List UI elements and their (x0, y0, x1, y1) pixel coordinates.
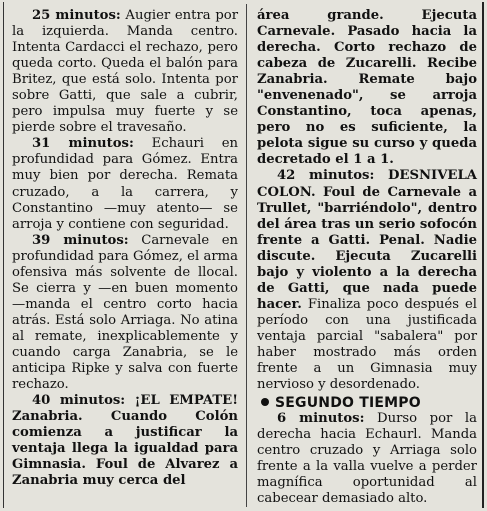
paragraph-6-min (257, 411, 477, 507)
paragraph-text: Echauri en profundidad para Gómez. Entra muy bien por derecha. Remata cruzado, a la carrera, y Constantino —muy atento— se arroja y contiene con seguridad. (12, 136, 238, 232)
paragraph-text: Zanabria. Cuando Colón comienza a justificar la ventaja llega la igualdad para Gimnasia. Foul de Alvarez a Zanabria muy cerca del (12, 409, 238, 489)
paragraph-39-min (12, 233, 238, 393)
paragraph-25-min (12, 8, 238, 136)
paragraph-text: Augier entra por la izquierda. Manda centro. Intenta Cardacci el rechazo, pero queda corto. Queda el balón para Britez, que está solo. Intenta por sobre Gatti, que sale a cubrir, pero impulsa muy fuerte y se pierde sobre el travesaño. (12, 8, 239, 136)
paragraph-text: área grande. Ejecuta Carnevale. Pasado hacia la derecha. Corto rechazo de cabeza de Zucarelli. Recibe Zanabria. Remate bajo "envenenado", se arroja Constantino, toca apenas, pero no es suficiente, la pelota sigue su curso y queda decretado el 1 a 1. (257, 8, 477, 168)
bullet-icon (261, 398, 269, 406)
paragraph-continued (257, 8, 477, 168)
minute-header: 42 minutos: DESNIVELA COLON. (257, 168, 477, 200)
paragraph-text: Carnevale en profundidad para Gómez, el arma ofensiva más solvente de llocal. Se cierra y —en buen momento —manda el centro corto hacia atrás. Está solo Arriaga. No atina al remate, inexplicablemente y cuando carga Zanabria, se le anticipa Ripke y salva con fuerte rechazo. (12, 232, 238, 393)
minute-header: 39 minutos: (32, 232, 129, 248)
paragraph-40-min (12, 393, 238, 489)
paragraph-text: Durso por la derecha hacia Echaurl. Manda centro cruzado y Arriaga solo frente a la valla vuelve a perder magnífica oportunidad al cabecear demasiado alto. (257, 411, 478, 507)
paragraph-text: Foul de Carnevale a Trullet, "barriéndolo", dentro del área tras un serio sofocón frente a Gatti. Penal. Nadie discute. Ejecuta Zucarelli bajo y violento a la derecha de Gatti, que nada puede hacer. (257, 184, 477, 312)
minute-header: 40 minutos: ¡EL EMPATE! (32, 393, 238, 409)
paragraph-text-tail: Finaliza poco después el período con una justificada ventaja parcial "sabalera" por haber mostrado más orden frente a un Gimnasia muy nervioso y desordenado. (257, 296, 477, 393)
right-column (257, 8, 477, 507)
paragraph-31-min (12, 136, 238, 232)
minute-header: 6 minutos: (277, 411, 365, 427)
paragraph-42-min (257, 168, 477, 393)
column-divider (246, 4, 247, 507)
section-heading (257, 395, 477, 411)
left-column (12, 8, 238, 489)
section-title: SEGUNDO TIEMPO (275, 395, 421, 412)
minute-header: 25 minutos: (32, 8, 121, 23)
minute-header: 31 minutos: (32, 136, 134, 152)
